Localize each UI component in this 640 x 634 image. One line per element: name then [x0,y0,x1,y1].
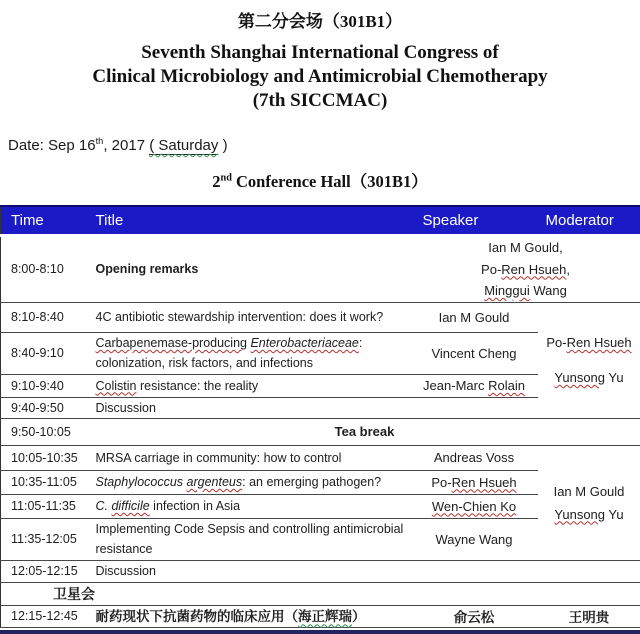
speaker-cell: Ian M Gould [411,302,538,332]
title-cell: Discussion [89,397,411,418]
col-header-title: Title [89,206,411,236]
tea-break-cell: Tea break [89,418,640,445]
time-cell: 9:10-9:40 [1,374,89,397]
title-cell: Carbapenemase-producing Enterobacteriaceae: colonization, risk factors, and infections [89,332,411,374]
row-discussion-2 [1,560,640,582]
schedule-table [0,205,640,628]
moderator-block-2: Ian M Gould Yunsong Yu [538,445,640,560]
title-cell: C. difficile infection in Asia [89,494,411,518]
speaker-cell: Vincent Cheng [411,332,538,374]
col-header-moderator: Moderator [538,206,640,236]
time-cell: 10:35-11:05 [1,470,89,494]
speaker-cell: Po-Ren Hsueh [411,470,538,494]
time-cell: 12:05-12:15 [1,560,89,582]
time-cell: 11:35-12:05 [1,518,89,560]
time-cell: 9:50-10:05 [1,418,89,445]
time-cell: 11:05-11:35 [1,494,89,518]
col-header-speaker: Speaker [411,206,538,236]
row-4c-stewardship [1,302,640,332]
speaker-cell: 俞云松 [411,605,538,628]
hall-title: 2nd Conference Hall（301B1） [0,168,640,192]
row-satellite-lecture [1,605,640,628]
time-cell: 8:40-9:10 [1,332,89,374]
time-cell: 9:40-9:50 [1,397,89,418]
title-cell: 4C antibiotic stewardship intervention: does it work? [89,302,411,332]
time-cell: 10:05-10:35 [1,445,89,470]
col-header-time: Time [1,206,89,236]
speaker-cell [411,397,538,418]
satellite-session-cell: 卫星会 [1,582,640,605]
title-cell: Implementing Code Sepsis and controlling antimicrobial resistance [89,518,411,560]
row-mrsa [1,445,640,470]
title-cell: Colistin resistance: the reality [89,374,411,397]
title-cell: Opening remarks [89,236,411,303]
table-bottom-border [0,630,640,634]
congress-title-line-1: Seventh Shanghai International Congress of [0,41,640,65]
congress-title-line-3: (7th SICCMAC) [0,89,640,113]
speaker-cell [411,560,538,582]
speaker-cell: Wen-Chien Ko [411,494,538,518]
title-cell: MRSA carriage in community: how to control [89,445,411,470]
congress-title [0,41,640,113]
moderator-block-1: Po-Ren Hsueh Yunsong Yu [538,302,640,418]
time-cell: 8:00-8:10 [1,236,89,303]
row-tea-break [1,418,640,445]
time-cell: 8:10-8:40 [1,302,89,332]
title-cell: Discussion [89,560,411,582]
speaker-cell: Wayne Wang [411,518,538,560]
title-cell: 耐药现状下抗菌药物的临床应用（海正辉瑞） [89,605,411,628]
date-line: Date: Sep 16th, 2017 ( Saturday ) [8,137,640,154]
moderator-cell: 王明贵 [538,605,640,628]
row-opening-remarks [1,236,640,303]
speaker-cell: Andreas Voss [411,445,538,470]
title-cell: Staphylococcus argenteus: an emerging pathogen? [89,470,411,494]
row-satellite-session [1,582,640,605]
time-cell: 12:15-12:45 [1,605,89,628]
moderator-cell [538,560,640,582]
table-header-row [1,206,640,236]
moderators-cell: Ian M Gould, Po-Ren Hsueh, Minggui Wang [411,236,640,303]
session-title: 第二分会场（301B1） [0,7,640,32]
speaker-cell: Jean-Marc Rolain [411,374,538,397]
congress-title-line-2: Clinical Microbiology and Antimicrobial Chemotherapy [0,65,640,89]
